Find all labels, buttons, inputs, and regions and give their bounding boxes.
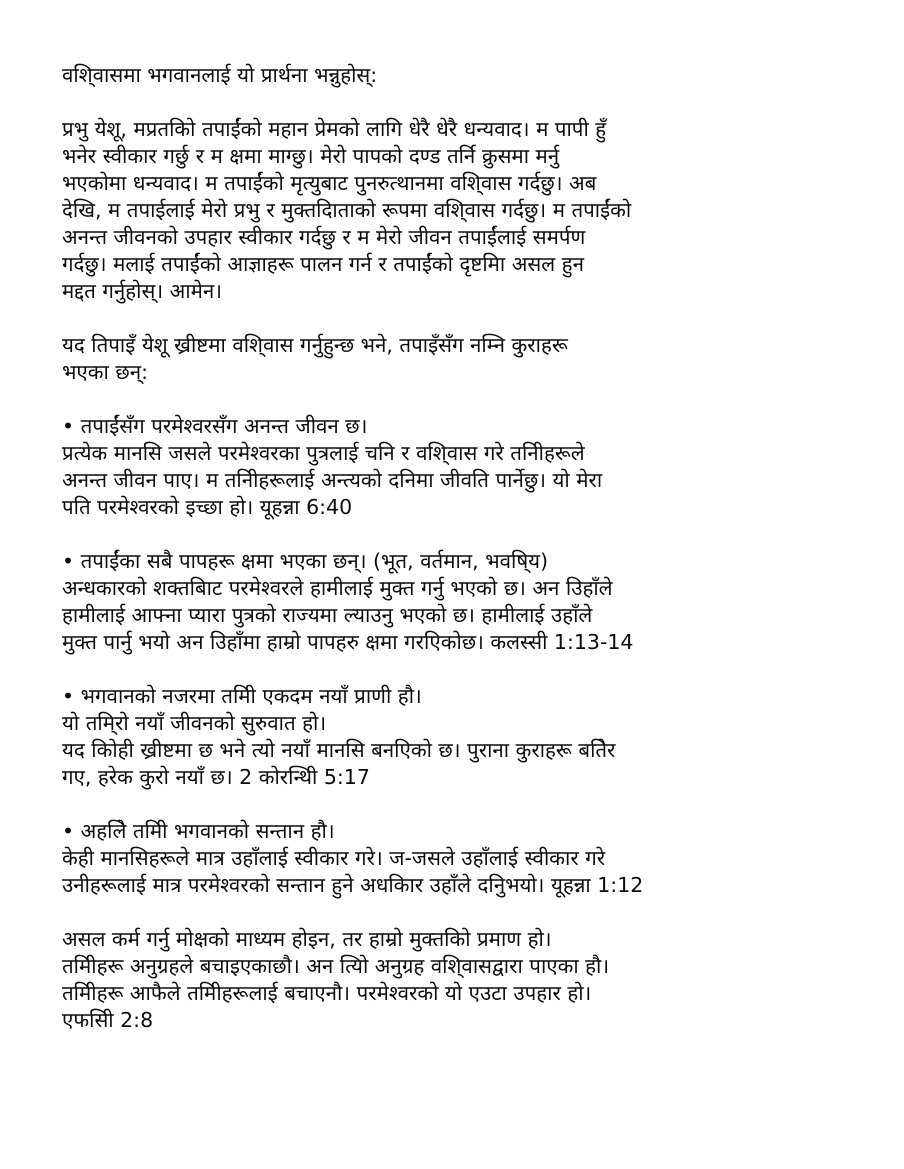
section-line: उनीहरूलाई मात्र परमेश्वरको सन्तान हुने अधकिार उहाँले दनिुभयो। यूहन्ना 1:12	[62, 873, 644, 897]
heading-line: वशि्वासमा भगवानलाई यो प्रार्थना भन्नुहोस्:	[62, 63, 378, 87]
section-line: गए, हरेक कुरो नयाँ छ। 2 कोरन्थिी 5:17	[62, 765, 370, 789]
section-line: • भगवानको नजरमा तमिी एकदम नयाँ प्राणी हौ।	[62, 684, 422, 708]
section-line: अन्धकारको शक्तबिाट परमेश्वरले हामीलाई मुक्त गर्नु भएको छ। अन उिहाँले	[62, 576, 613, 600]
document-page	[62, 62, 872, 1061]
section-line: असल कर्म गर्नु मोक्षको माध्यम होइन, तर हाम्रो मुक्तकिो प्रमाण हो।	[62, 927, 552, 951]
section-line: प्रत्येक मानसि जसले परमेश्वरका पुत्रलाई चनि र वशि्वास गरे तनिीहरूले	[62, 441, 585, 465]
section-line: मुक्त पार्नु भयो अन उिहाँमा हाम्रो पापहरु क्षमा गरएिकोछ। कलस्सी 1:13-14	[62, 630, 634, 654]
prayer-line: भनेर स्वीकार गर्छु र म क्षमा माग्छु। मेरो पापको दण्ड तर्नि क्रुसमा मर्नु	[62, 144, 560, 168]
prayer-paragraph	[62, 116, 872, 305]
section-line: पति परमेश्वरको इच्छा हो। यूहन्ना 6:40	[62, 495, 353, 519]
document-heading	[62, 62, 872, 89]
prayer-line: भएकोमा धन्यवाद। म तपाईंको मृत्युबाट पुनरुत्थानमा वशि्वास गर्दछु। अब	[62, 171, 597, 195]
intro-line: भएका छन्:	[62, 360, 148, 384]
forgiveness-section	[62, 548, 872, 656]
section-line: तमिीहरू आफैले तमिीहरूलाई बचाएनौ। परमेश्वरको यो एउटा उपहार हो।	[62, 981, 592, 1005]
intro-paragraph	[62, 332, 872, 386]
prayer-line: मद्दत गर्नुहोस्। आमेन।	[62, 279, 222, 303]
section-line: • तपाईंका सबै पापहरू क्षमा भएका छन्। (भूत, वर्तमान, भवषि्य)	[62, 549, 549, 573]
section-line: एफसिी 2:8	[62, 1008, 154, 1032]
section-line: यद कोिही ख्रीष्टमा छ भने त्यो नयाँ मानसि बनएिको छ। पुराना कुराहरू बतिेर	[62, 738, 616, 762]
prayer-line: गर्दछु। मलाई तपाईंको आज्ञाहरू पालन गर्न र तपाईंको दृष्टमिा असल हुन	[62, 252, 584, 276]
grace-section	[62, 926, 872, 1034]
section-line: अनन्त जीवन पाए। म तनिीहरूलाई अन्त्यको दनिमा जीवति पार्नेछु। यो मेरा	[62, 468, 603, 492]
intro-line: यद तिपाइँ येशू ख्रीष्टमा वशि्वास गर्नुहुन्छ भने, तपाइँसँग नम्नि कुराहरू	[62, 333, 568, 357]
eternal-life-section	[62, 413, 872, 521]
section-line: यो तमि्रो नयाँ जीवनको सुरुवात हो।	[62, 711, 327, 735]
child-of-god-section	[62, 818, 872, 899]
section-line: केही मानसिहरूले मात्र उहाँलाई स्वीकार गरे। ज-जसले उहाँलाई स्वीकार गरे	[62, 846, 606, 870]
section-line: • अहलिे तमिी भगवानको सन्तान हौ।	[62, 819, 335, 843]
section-line: हामीलाई आफ्ना प्यारा पुत्रको राज्यमा ल्याउनु भएको छ। हामीलाई उहाँले	[62, 603, 593, 627]
new-creation-section	[62, 683, 872, 791]
prayer-line: देखि, म तपाईलाई मेरो प्रभु र मुक्तदिाताको रूपमा वशि्वास गर्दछु। म तपाईंको	[62, 198, 632, 222]
section-line: तमिीहरू अनुग्रहले बचाइएकाछौ। अन त्यिो अनुग्रह वशि्वासद्वारा पाएका हौ।	[62, 954, 610, 978]
prayer-line: प्रभु येशू, मप्रतकिो तपाईंको महान प्रेमको लागि धेरै धेरै धन्यवाद। म पापी हुँ	[62, 117, 607, 141]
prayer-line: अनन्त जीवनको उपहार स्वीकार गर्दछु र म मेरो जीवन तपाईंलाई समर्पण	[62, 225, 586, 249]
section-line: • तपाईंसँग परमेश्वरसँग अनन्त जीवन छ।	[62, 414, 368, 438]
